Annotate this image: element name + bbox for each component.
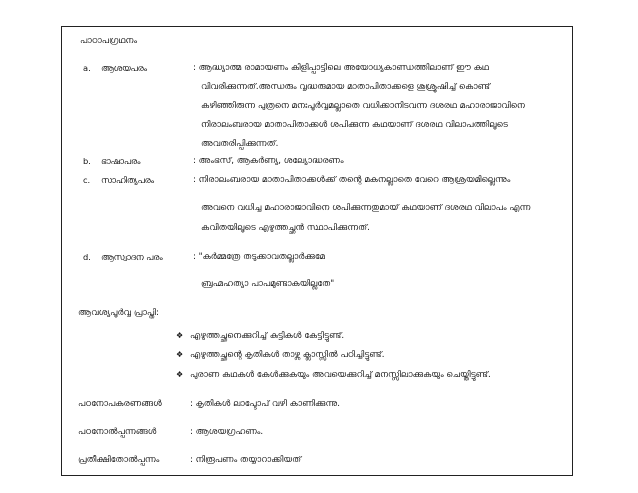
- prior-knowledge-bullet-2: എഴുത്തച്ഛന്റെ കൃതികൾ താഴ്ന്ന ക്ലാസ്സിൽ പഠിച്ചിട്ടുണ്ട്.: [190, 350, 385, 360]
- expected-label: പ്രതീക്ഷിതോൽപ്പന്നം: [78, 455, 160, 465]
- outputs-value: : ആശയഗ്രഹണം.: [190, 427, 264, 437]
- item-c-marker: c.: [83, 175, 91, 185]
- item-d-line-2: ബ്രഹ്മഹത്യാ പാപമുണ്ടാകയില്ലതേ": [201, 279, 335, 289]
- item-d-marker: d.: [83, 252, 91, 262]
- prior-knowledge-heading: ആവശ്യപൂർവ്വ പ്രാപ്തി:: [78, 308, 159, 318]
- item-a-marker: a.: [83, 63, 91, 73]
- resources-value: : കൃതികൾ ലാപ്ടോപ് വഴി കാണിക്കുന്നു.: [190, 399, 340, 409]
- item-a-line-3: കഴിഞ്ഞിരുന്ന പുത്രനെ മനഃപൂർവ്വമല്ലാതെ വധിക്കാനിടവന്ന ദശരഥ മഹാരാജാവിനെ: [201, 101, 525, 111]
- section-title: പാഠാപഗ്രഥനം: [80, 36, 138, 46]
- prior-knowledge-bullet-1: എഴുത്തച്ഛനെക്കുറിച്ച് കുട്ടികൾ കേട്ടിട്ടുണ്ട്.: [190, 331, 345, 341]
- item-c-line-2: അവനെ വധിച്ച മഹാരാജാവിനെ ശപിക്കുന്നതുമായ് കഥയാണ് ദശരഥ വിലാപം എന്ന: [201, 203, 531, 213]
- outputs-label: പഠനോൽപ്പന്നങ്ങൾ: [78, 427, 157, 437]
- item-b-marker: b.: [83, 156, 91, 166]
- item-a-line-2: വിവരിക്കുന്നത്.അന്ധരും വൃദ്ധരുമായ മാതാപിതാക്കളെ ശുശ്രൂഷിച്ച് കൊണ്ട്: [201, 82, 491, 92]
- item-c-label: സാഹിത്യപരം: [101, 175, 155, 185]
- prior-knowledge-bullet-3: പുരാണ കഥകൾ കേൾക്കുകയും അവയെക്കുറിച്ച് മനസ്സിലാക്കുകയും ചെയ്തിട്ടുണ്ട്.: [190, 370, 491, 380]
- diamond-bullet-icon: ❖: [176, 370, 184, 379]
- item-c-line-1: : നിരാലംബരായ മാതാപിതാക്കൾക്ക് തന്റെ മകനല്ലാതെ വേറെ ആശ്രയമില്ലെന്നും: [193, 175, 511, 185]
- item-a-line-4: നിരാലംബരായ മാതാപിതാക്കൾ ശപിക്കുന്ന കഥയാണ് ദശരഥ വിലാപത്തിലൂടെ: [201, 120, 508, 130]
- expected-value: : നിരൂപണം തയ്യാറാക്കിയത്: [190, 455, 302, 465]
- item-a-line-1: : ആദ്ധ്യാത്മ രാമായണം കിളിപ്പാട്ടിലെ അയോധ്യകാണ്ഡത്തിലാണ് ഈ കഥ: [193, 63, 489, 73]
- item-b-line-1: : അംഭസ്, ആകർണ്യ, ശല്യോദ്ധരണം: [193, 156, 344, 166]
- diamond-bullet-icon: ❖: [176, 350, 184, 359]
- item-d-label: ആസ്വാദന പരം: [101, 252, 163, 262]
- item-a-label: ആശയപരം: [101, 63, 147, 73]
- diamond-bullet-icon: ❖: [176, 331, 184, 340]
- item-a-line-5: അവതരിപ്പിക്കുന്നത്.: [201, 139, 279, 149]
- item-d-line-1: : "കർമ്മത്രേ തടുക്കാവതല്ലാർക്കുമേ: [193, 252, 325, 262]
- item-b-label: ഭാഷാപരം: [101, 156, 141, 166]
- item-c-line-3: കവിതയിലൂടെ എഴുത്തച്ഛൻ സ്ഥാപിക്കുന്നത്.: [201, 223, 370, 233]
- resources-label: പഠനോപകരണങ്ങൾ: [78, 399, 162, 409]
